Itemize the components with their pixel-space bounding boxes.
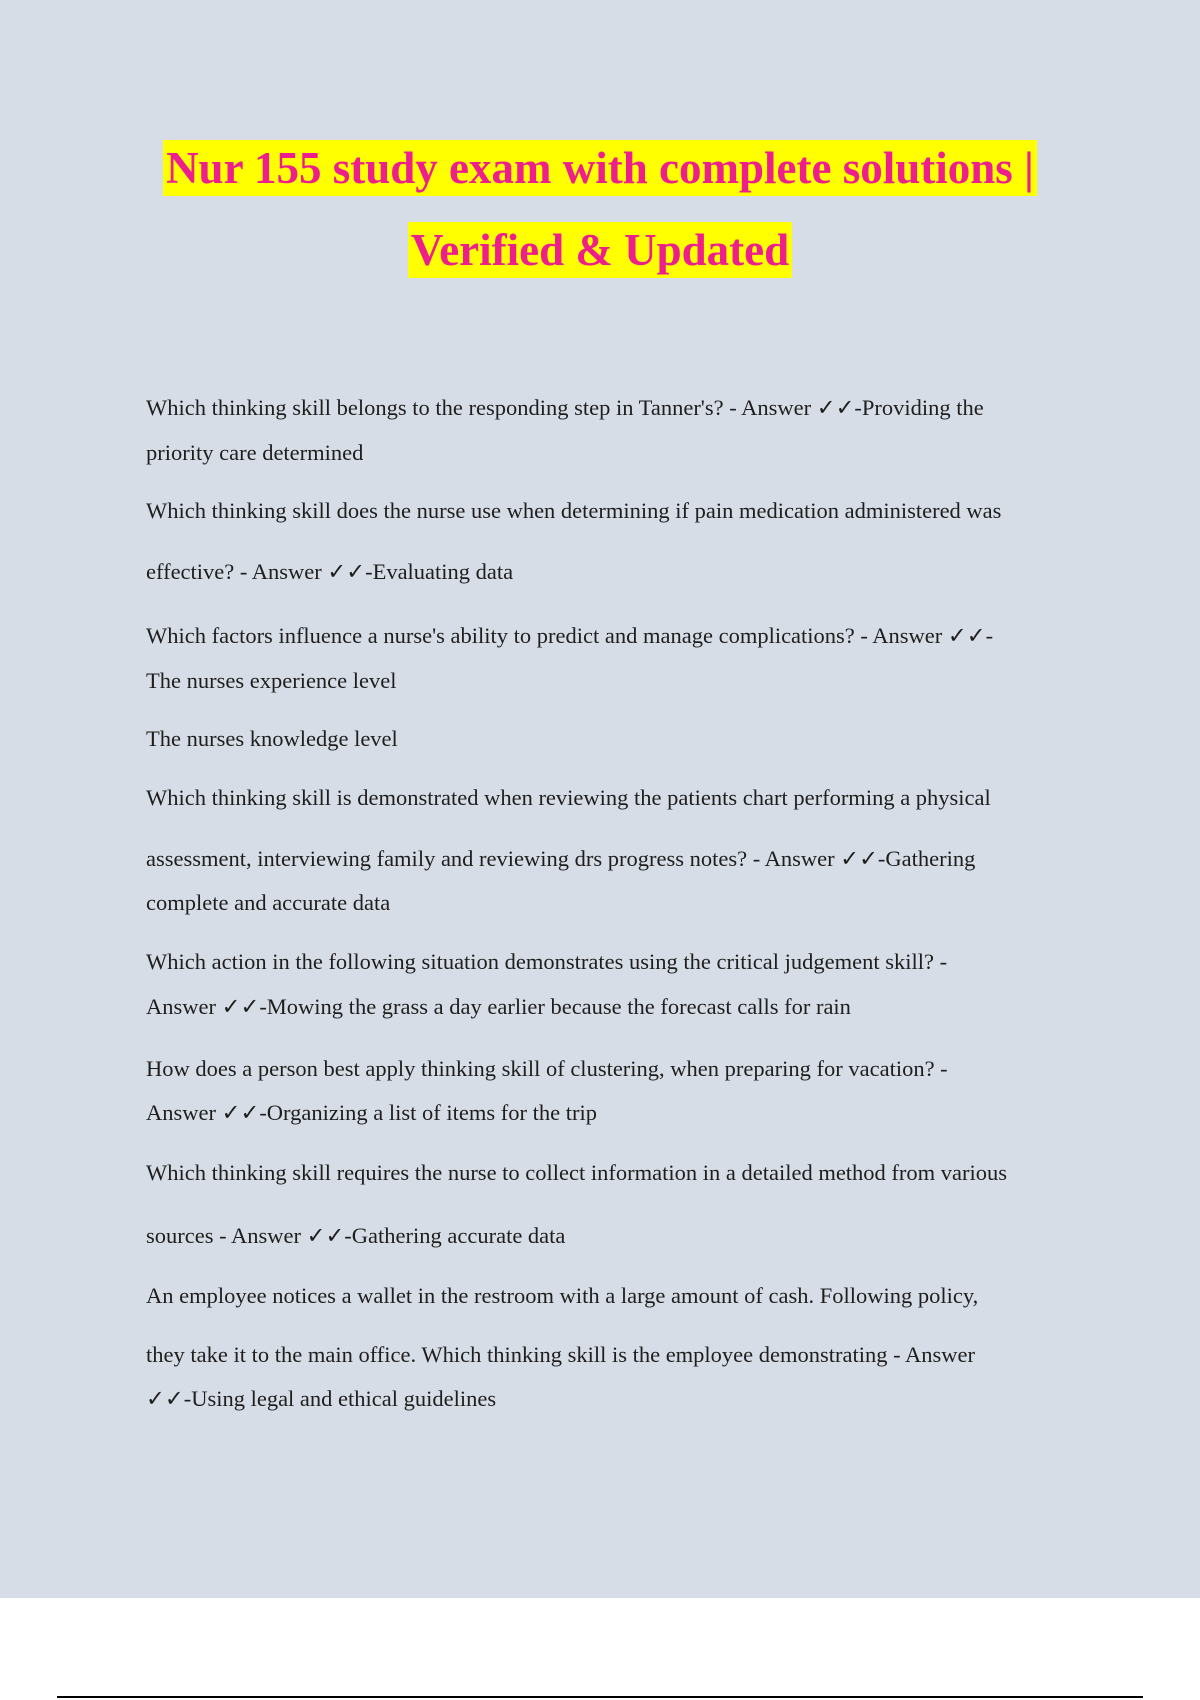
qa-line: complete and accurate data (146, 890, 391, 915)
qa-line: priority care determined (146, 440, 364, 465)
qa-line: Which thinking skill does the nurse use when determining if pain medication administered was (146, 498, 1002, 523)
qa-line: The nurses experience level (146, 668, 397, 693)
qa-line: How does a person best apply thinking skill of clustering, when preparing for vacation? - (146, 1056, 948, 1081)
qa-line: Answer ✓✓-Organizing a list of items for the trip (146, 1100, 597, 1125)
qa-line: Which factors influence a nurse's ability to predict and manage complications? - Answer ✓✓- (146, 623, 994, 648)
qa-line: they take it to the main office. Which thinking skill is the employee demonstrating - Answer (146, 1342, 975, 1367)
qa-line: sources - Answer ✓✓-Gathering accurate data (146, 1223, 566, 1248)
qa-line: ✓✓-Using legal and ethical guidelines (146, 1386, 497, 1411)
qa-line: effective? - Answer ✓✓-Evaluating data (146, 559, 514, 584)
qa-line: Which action in the following situation demonstrates using the critical judgement skill? - (146, 949, 948, 974)
document-title (0, 140, 1200, 278)
qa-line: An employee notices a wallet in the restroom with a large amount of cash. Following policy, (146, 1283, 979, 1308)
qa-line: Answer ✓✓-Mowing the grass a day earlier because the forecast calls for rain (146, 994, 851, 1019)
qa-line: The nurses knowledge level (146, 726, 398, 751)
title-line-2: Verified & Updated (408, 222, 792, 278)
qa-line: Which thinking skill belongs to the responding step in Tanner's? - Answer ✓✓-Providing the (146, 395, 984, 420)
qa-line: assessment, interviewing family and reviewing drs progress notes? - Answer ✓✓-Gathering (146, 846, 976, 871)
footer-divider (57, 1696, 1143, 1698)
qa-line: Which thinking skill is demonstrated when reviewing the patients chart performing a physical (146, 785, 991, 810)
title-line-1: Nur 155 study exam with complete solutions | (163, 140, 1037, 196)
qa-line: Which thinking skill requires the nurse to collect information in a detailed method from various (146, 1160, 1008, 1185)
